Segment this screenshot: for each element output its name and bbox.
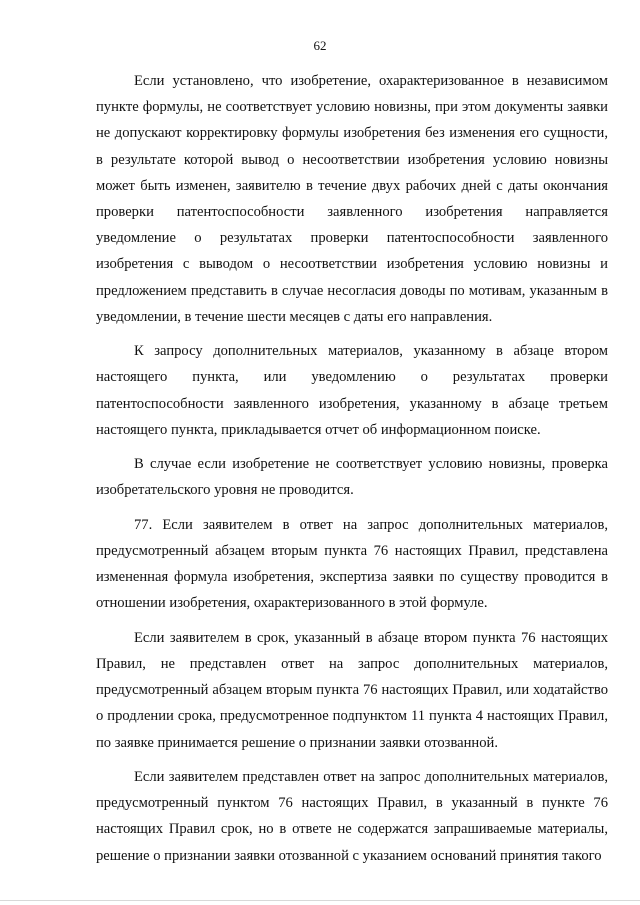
paragraph-novelty-notice: Если установлено, что изобретение, охарактеризованное в независимом пункте формулы, не соответствует условию новизны, при этом документы заявки не допускают корректировку формулы изобретения без изменения его сущности, в результате которой вывод о несоответствии изобретения условию новизны может быть изменен, заявителю в течение двух рабочих дней с даты окончания проверки патентоспособности заявленного изобретения направляется уведомление о результатах проверки патентоспособности заявленного изобретения с выводом о несоответствии изобретения условию новизны и предложением представить в случае несогласия доводы по мотивам, указанным в уведомлении, в течение шести месяцев с даты его направления. [96,73,608,325]
document-body [96,68,608,869]
paragraph-inventive-step: В случае если изобретение не соответствует условию новизны, проверка изобретательского уровня не проводится. [96,456,608,499]
page-number: 62 [313,38,327,53]
paragraph-item-77: 77. Если заявителем в ответ на запрос дополнительных материалов, предусмотренный абзацем вторым пункта 76 настоящих Правил, представлена измененная формула изобретения, экспертиза заявки по существу проводится в отношении изобретения, охарактеризованного в этой формуле. [96,516,608,612]
page-bottom-edge [0,900,640,901]
paragraph-search-report: К запросу дополнительных материалов, указанному в абзаце втором настоящего пункта, или уведомлению о результатах проверки патентоспособности заявленного изобретения, указанному в абзаце третьем настоящего пункта, прикладывается отчет об информационном поиске. [96,343,608,438]
paragraph-application-withdrawn: Если заявителем в срок, указанный в абзаце втором пункта 76 настоящих Правил, не представлен ответ на запрос дополнительных материалов, предусмотренный абзацем вторым пункта 76 настоящих Правил, или ходатайство о продлении срока, предусмотренное подпунктом 11 пункта 4 настоящих Правил, по заявке принимается решение о признании заявки отозванной. [96,629,608,751]
paragraph-missing-materials: Если заявителем представлен ответ на запрос дополнительных материалов, предусмотренный пунктом 76 настоящих Правил, в указанный в пункте 76 настоящих Правил срок, но в ответе не содержатся запрашиваемые материалы, решение о признании заявки отозванной с указанием оснований принятия такого [96,769,608,864]
